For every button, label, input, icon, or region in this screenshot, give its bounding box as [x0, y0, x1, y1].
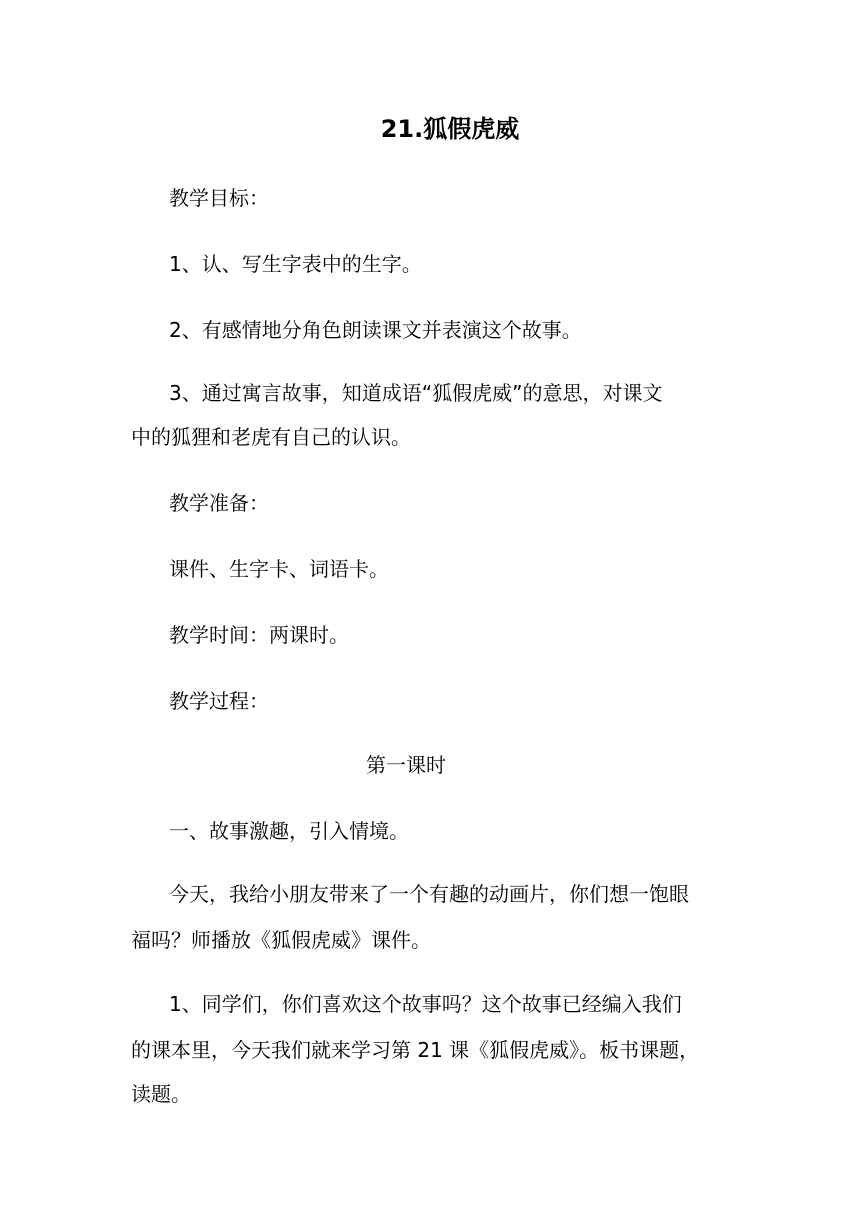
lesson-one-heading: 第一课时 [366, 753, 446, 777]
goal-item-1: 1、认、写生字表中的生字。 [169, 252, 422, 276]
paragraph-1-line-2: 福吗？师播放《狐假虎威》课件。 [131, 928, 431, 952]
goal-item-3-line-2: 中的狐狸和老虎有自己的认识。 [131, 425, 411, 449]
paragraph-1-line-1: 今天，我给小朋友带来了一个有趣的动画片，你们想一饱眼 [169, 882, 689, 906]
heading-teaching-process: 教学过程： [169, 689, 269, 713]
paragraph-2-line-3: 读题。 [131, 1082, 191, 1106]
document-title: 21.狐假虎威 [380, 115, 520, 143]
teaching-time: 教学时间：两课时。 [169, 623, 349, 647]
heading-teaching-preparation: 教学准备： [169, 491, 269, 515]
goal-item-3-line-1: 3、通过寓言故事，知道成语“狐假虎威”的意思，对课文 [169, 381, 663, 405]
heading-teaching-goals: 教学目标： [169, 186, 269, 210]
paragraph-2-line-1: 1、同学们，你们喜欢这个故事吗？这个故事已经编入我们 [169, 992, 682, 1016]
section-one-heading: 一、故事激趣，引入情境。 [169, 819, 409, 843]
paragraph-2-line-2: 的课本里，今天我们就来学习第 21 课《狐假虎威》。板书课题， [131, 1038, 700, 1062]
goal-item-2: 2、有感情地分角色朗读课文并表演这个故事。 [169, 318, 582, 342]
preparation-items: 课件、生字卡、词语卡。 [169, 557, 389, 581]
